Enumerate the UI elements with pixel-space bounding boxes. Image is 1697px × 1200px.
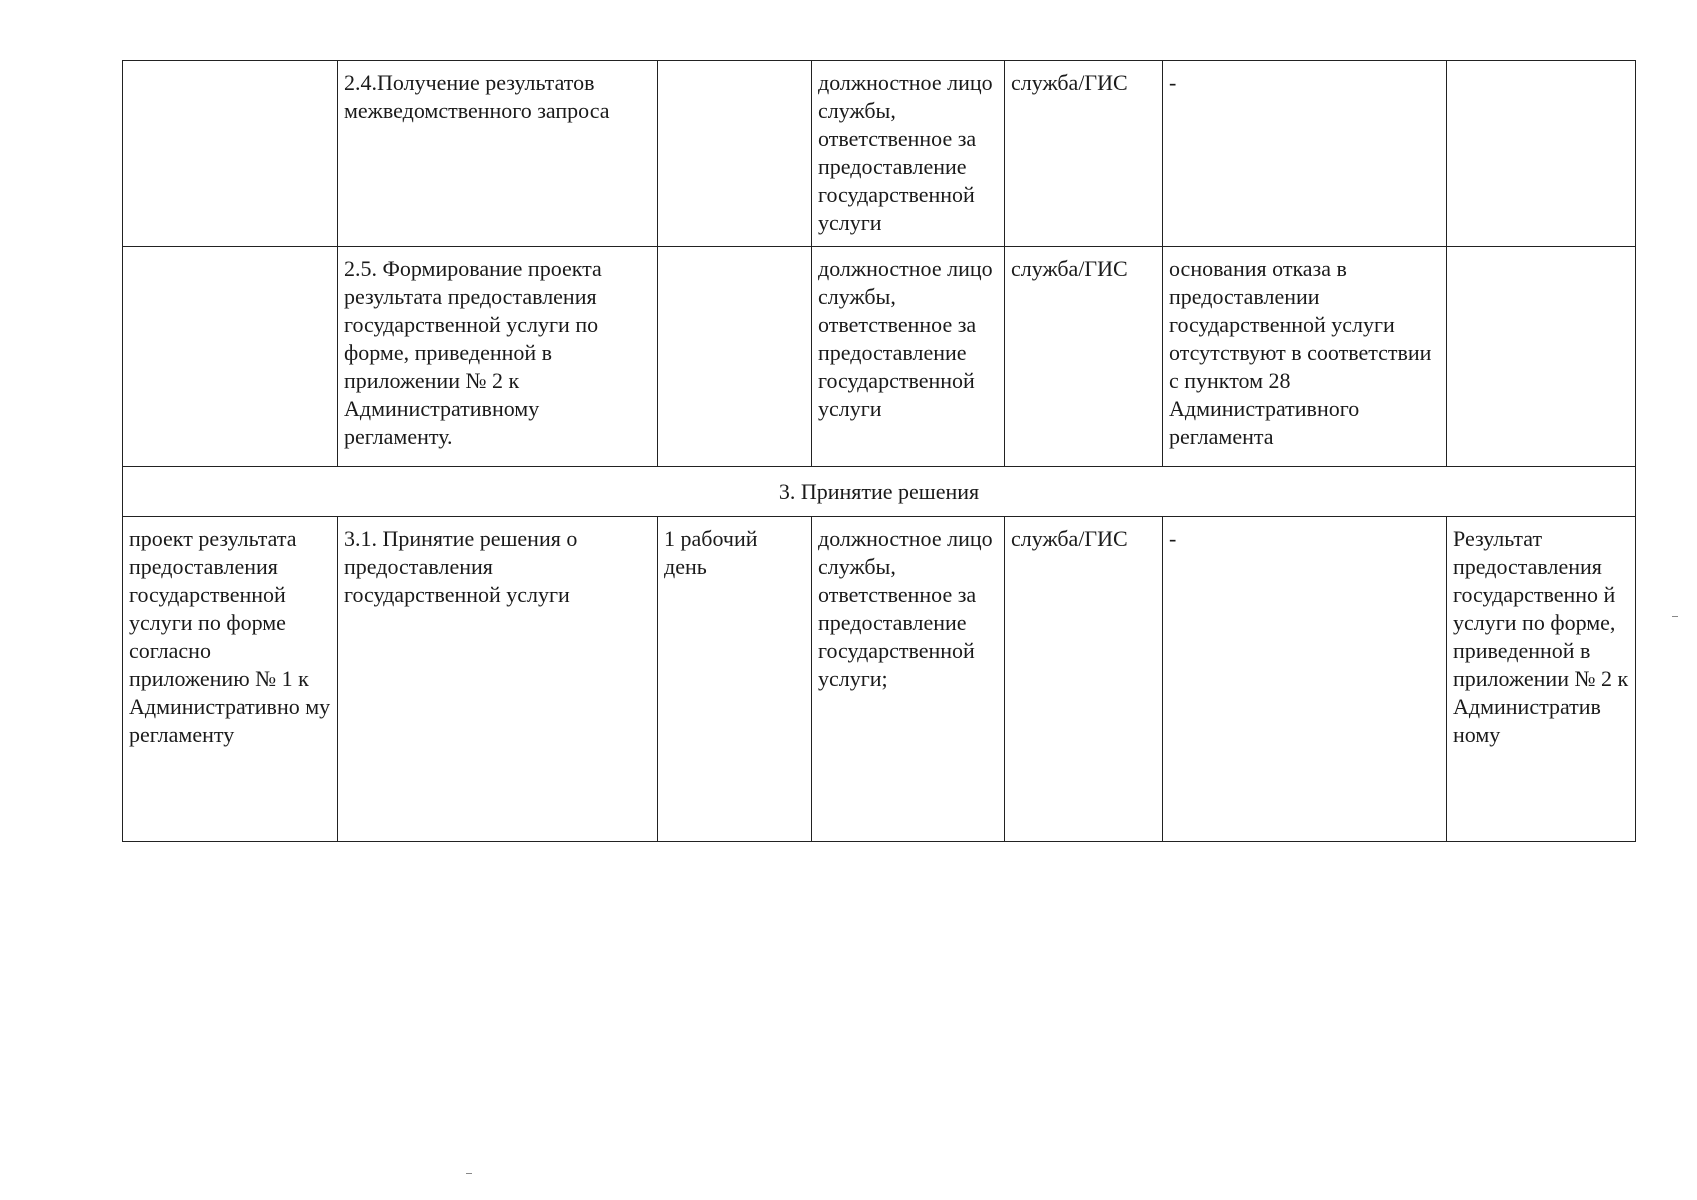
cell-duration bbox=[658, 247, 812, 467]
cell-responsible: должностное лицо службы, ответственное за предоставление государственной услуги bbox=[812, 61, 1005, 247]
table-row-2-4 bbox=[123, 61, 1636, 247]
cell-criteria: - bbox=[1163, 517, 1447, 842]
cell-duration: 1 рабочий день bbox=[658, 517, 812, 842]
cell-basis: проект результата предоставления государственной услуги по форме согласно приложению № 1 к Административно му регламенту bbox=[123, 517, 338, 842]
table-row-3-1 bbox=[123, 517, 1636, 842]
cell-place: служба/ГИС bbox=[1005, 247, 1163, 467]
cell-basis bbox=[123, 61, 338, 247]
cell-place: служба/ГИС bbox=[1005, 61, 1163, 247]
cell-criteria: - bbox=[1163, 61, 1447, 247]
cell-action: 3.1. Принятие решения о предоставления государственной услуги bbox=[338, 517, 658, 842]
scan-speck bbox=[466, 1173, 472, 1174]
table-row-2-5 bbox=[123, 247, 1636, 467]
cell-basis bbox=[123, 247, 338, 467]
cell-duration bbox=[658, 61, 812, 247]
cell-result: Результат предоставления государственно й услуги по форме, приведенной в приложении № 2 к Административ ному bbox=[1447, 517, 1636, 842]
section-row bbox=[123, 467, 1636, 517]
cell-action: 2.5. Формирование проекта результата предоставления государственной услуги по форме, приведенной в приложении № 2 к Административному регламенту. bbox=[338, 247, 658, 467]
scan-speck bbox=[1672, 616, 1678, 617]
cell-responsible: должностное лицо службы, ответственное за предоставление государственной услуги bbox=[812, 247, 1005, 467]
cell-action: 2.4.Получение результатов межведомственного запроса bbox=[338, 61, 658, 247]
cell-responsible: должностное лицо службы, ответственное за предоставление государственной услуги; bbox=[812, 517, 1005, 842]
procedure-table bbox=[122, 60, 1636, 842]
cell-place: служба/ГИС bbox=[1005, 517, 1163, 842]
cell-criteria: основания отказа в предоставлении государственной услуги отсутствуют в соответствии с пунктом 28 Административного регламента bbox=[1163, 247, 1447, 467]
cell-result bbox=[1447, 247, 1636, 467]
section-heading: 3. Принятие решения bbox=[123, 467, 1636, 517]
cell-result bbox=[1447, 61, 1636, 247]
